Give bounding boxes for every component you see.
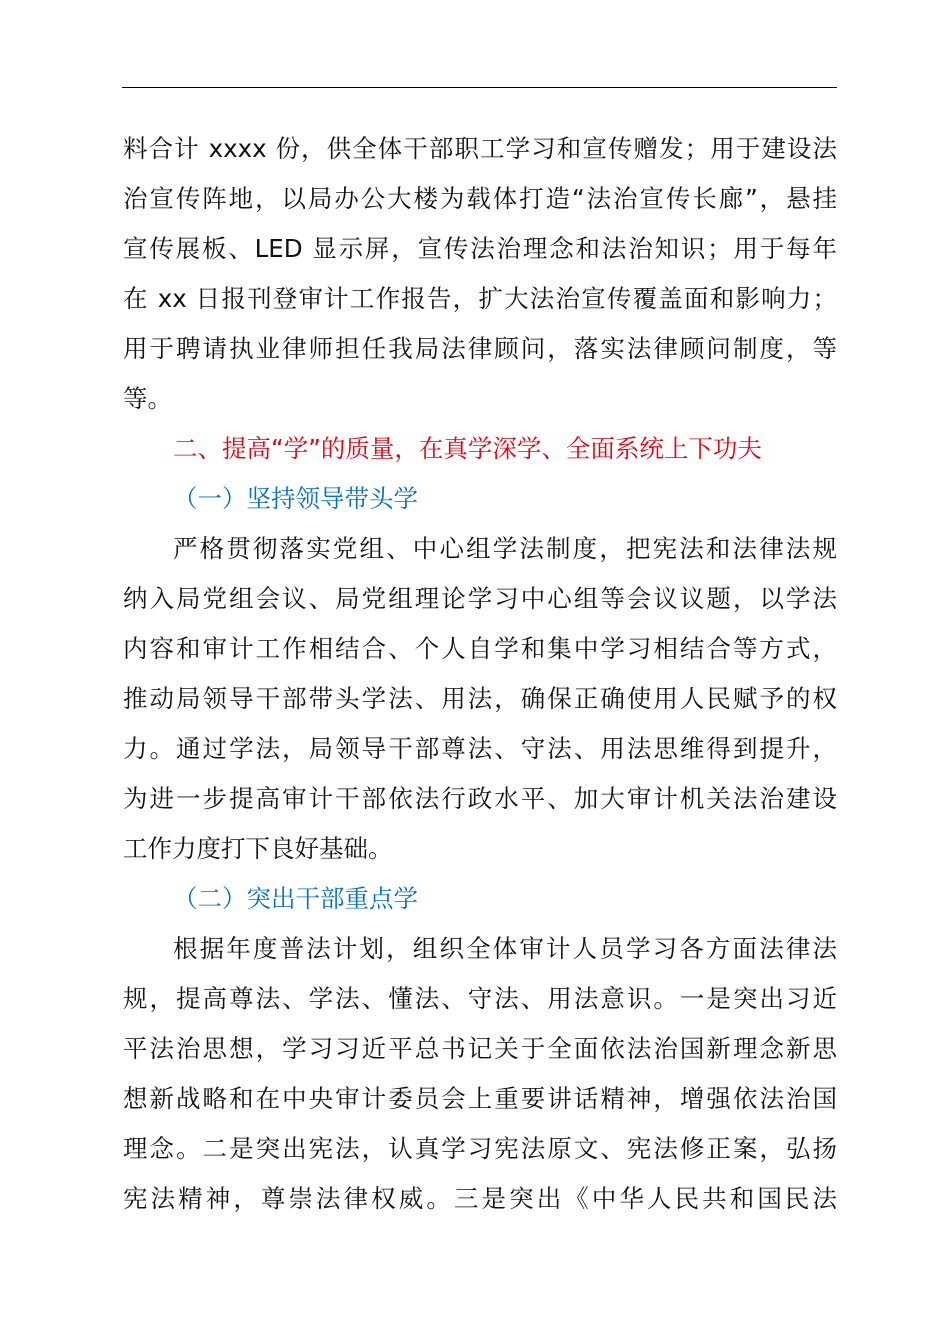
body-line: 料合计 xxxx 份，供全体干部职工学习和宣传赠发；用于建设法 — [123, 134, 837, 163]
body-line: 平法治思想，学习习近平总书记关于全面依法治国新理念新思 — [123, 1034, 837, 1063]
body-line: 等。 — [123, 384, 172, 413]
body-line: 治宣传阵地，以局办公大楼为载体打造“法治宣传长廊”，悬挂 — [123, 184, 837, 213]
subsection-heading: （一）坚持领导带头学 — [173, 484, 418, 513]
body-line: 工作力度打下良好基础。 — [123, 834, 393, 863]
body-line: 宣传展板、LED 显示屏，宣传法治理念和法治知识；用于每年 — [123, 234, 837, 263]
body-line: 根据年度普法计划，组织全体审计人员学习各方面法律法 — [173, 934, 837, 963]
body-line: 用于聘请执业律师担任我局法律顾问，落实法律顾问制度，等 — [123, 334, 837, 363]
subsection-heading: （二）突出干部重点学 — [173, 884, 418, 913]
body-line: 在 xx 日报刊登审计工作报告，扩大法治宣传覆盖面和影响力； — [123, 284, 837, 313]
body-line: 内容和审计工作相结合、个人自学和集中学习相结合等方式， — [123, 634, 837, 663]
section-heading: 二、提高“学”的质量，在真学深学、全面系统上下功夫 — [173, 434, 762, 463]
document-body — [123, 124, 837, 1224]
body-line: 宪法精神，尊崇法律权威。三是突出《中华人民共和国民法 — [123, 1184, 837, 1213]
header-rule — [122, 87, 837, 88]
body-line: 理念。二是突出宪法，认真学习宪法原文、宪法修正案，弘扬 — [123, 1134, 837, 1163]
body-line: 想新战略和在中央审计委员会上重要讲话精神，增强依法治国 — [123, 1084, 837, 1113]
body-line: 为进一步提高审计干部依法行政水平、加大审计机关法治建设 — [123, 784, 837, 813]
body-line: 纳入局党组会议、局党组理论学习中心组等会议议题，以学法 — [123, 584, 837, 613]
body-line: 推动局领导干部带头学法、用法，确保正确使用人民赋予的权 — [123, 684, 837, 713]
body-line: 严格贯彻落实党组、中心组学法制度，把宪法和法律法规 — [173, 534, 837, 563]
body-line: 力。通过学法，局领导干部尊法、守法、用法思维得到提升， — [123, 734, 837, 763]
body-line: 规，提高尊法、学法、懂法、守法、用法意识。一是突出习近 — [123, 984, 837, 1013]
